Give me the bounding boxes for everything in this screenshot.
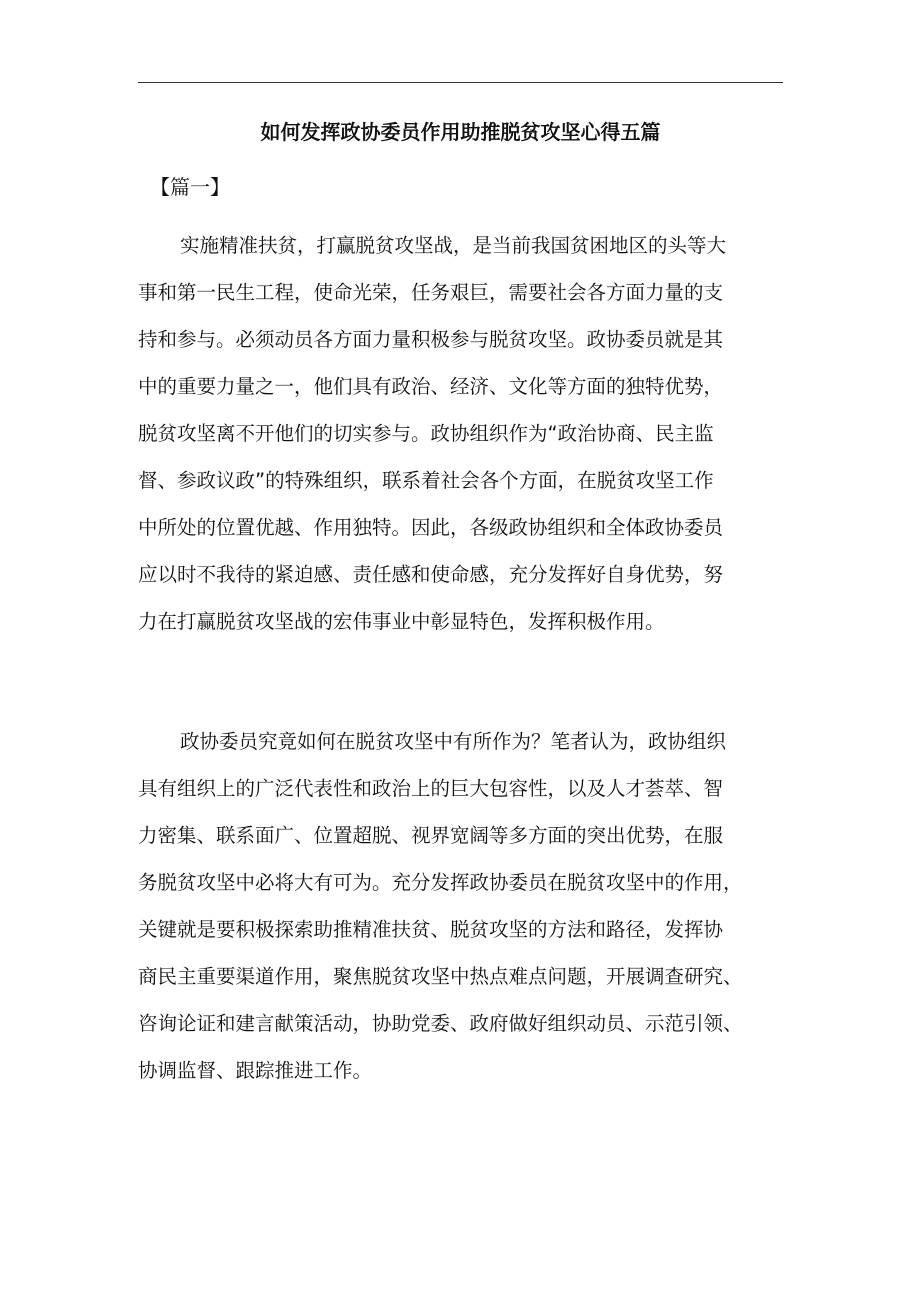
document-title: 如何发挥政协委员作用助推脱贫攻坚心得五篇 (260, 120, 661, 144)
section-label: 【篇一】 (150, 175, 230, 199)
paragraph-line: 咨询论证和建言献策活动，协助党委、政府做好组织动员、示范引领、 (138, 1012, 743, 1035)
paragraph-line: 商民主重要渠道作用，聚焦脱贫攻坚中热点难点问题，开展调查研究、 (138, 965, 743, 988)
paragraph-line: 协调监督、跟踪推进工作。 (138, 1059, 373, 1082)
paragraph-line: 督、参政议政”的特殊组织，联系着社会各个方面，在脱贫攻坚工作 (138, 469, 714, 492)
paragraph-line: 脱贫攻坚离不开他们的切实参与。政协组织作为“政治协商、民主监 (138, 422, 714, 445)
paragraph-line: 中的重要力量之一，他们具有政治、经济、文化等方面的独特优势， (138, 375, 724, 398)
paragraph-line: 政协委员究竟如何在脱贫攻坚中有所作为？笔者认为，政协组织 (180, 730, 727, 753)
paragraph-line: 中所处的位置优越、作用独特。因此，各级政协组织和全体政协委员 (138, 516, 724, 539)
paragraph-line: 应以时不我待的紧迫感、责任感和使命感，充分发挥好自身优势，努 (138, 563, 724, 586)
paragraph-line: 持和参与。必须动员各方面力量积极参与脱贫攻坚。政协委员就是其 (138, 328, 724, 351)
paragraph-line: 事和第一民生工程，使命光荣，任务艰巨，需要社会各方面力量的支 (138, 281, 724, 304)
paragraph-line: 力密集、联系面广、位置超脱、视界宽阔等多方面的突出优势，在服 (138, 824, 724, 847)
paragraph-line: 关键就是要积极探索助推精准扶贫、脱贫攻坚的方法和路径，发挥协 (138, 918, 724, 941)
paragraph-2 (138, 718, 783, 1094)
header-rule (138, 82, 783, 83)
paragraph-line: 实施精准扶贫，打赢脱贫攻坚战，是当前我国贫困地区的头等大 (180, 234, 727, 257)
paragraph-line: 具有组织上的广泛代表性和政治上的巨大包容性，以及人才荟萃、智 (138, 777, 724, 800)
paragraph-line: 务脱贫攻坚中必将大有可为。充分发挥政协委员在脱贫攻坚中的作用， (138, 871, 743, 894)
paragraph-1 (138, 222, 783, 645)
paragraph-line: 力在打赢脱贫攻坚战的宏伟事业中彰显特色，发挥积极作用。 (138, 610, 665, 633)
